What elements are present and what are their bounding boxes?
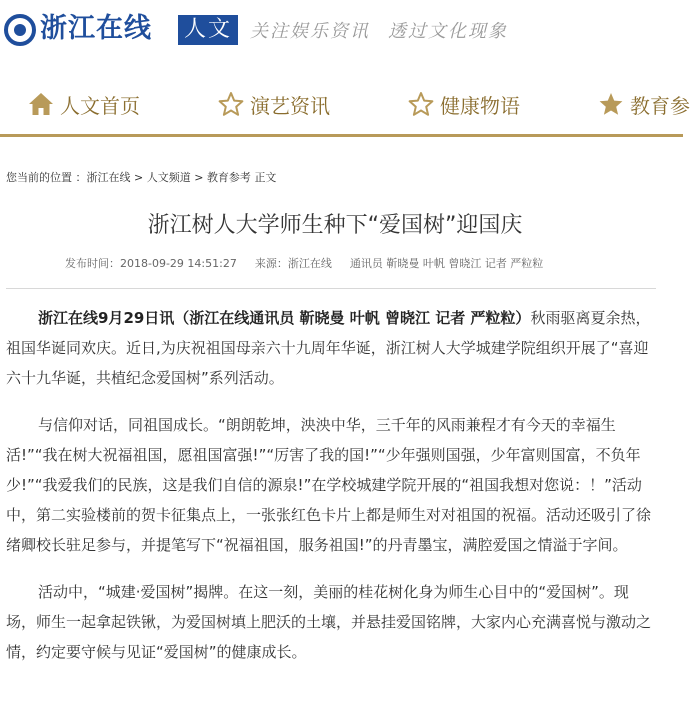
nav-item-education[interactable] (598, 86, 690, 122)
star-solid-icon (598, 91, 624, 117)
article-paragraph: 与信仰对话，同祖国成长。“朗朗乾坤，泱泱中华，三千年的风雨兼程才有今天的幸福生活!”“我在树大祝福祖国，愿祖国富强!”“厉害了我的国!”“少年强则国强，少年富则国富，不负年少!”“我爱我们的民族，这是我们自信的源泉!”在学校城建学院开展的“祖国我想对您说：！”活动中，第二实验楼前的贺卡征集点上，一张张红色卡片上都是师生对对祖国的祝福。活动还吸引了徐绪卿校长驻足参与，并提笔写下“祝福祖国，服务祖国!”的丹青墨宝，满腔爱国之情溢于字间。 (6, 416, 652, 554)
nav-item-label: 演艺资讯 (250, 93, 330, 118)
nav-item-label: 教育参 (630, 93, 690, 118)
title-divider (6, 288, 656, 289)
site-header (0, 0, 683, 62)
paragraph-text: 秋雨驱离夏余热，祖国华诞同欢庆。近日,为庆祝祖国母亲六十九周年华诞，浙江树人大学城建学院组织开展了“喜迎六十九华诞，共植纪念爱国树”系列活动。 (6, 309, 651, 387)
article-paragraph: 活动中，“城建·爱国树”揭牌。在这一刻，美丽的桂花树化身为师生心目中的“爱国树”。现场，师生一起拿起铁锹，为爱国树填上肥沃的土壤，并悬挂爱国铭牌，大家内心充满喜悦与激动之情，约定要守候与见证“爱国树”的健康成长。 (6, 583, 652, 661)
article-title: 浙江树人大学师生种下“爱国树”迎国庆 (147, 213, 523, 238)
breadcrumb-link[interactable]: 浙江在线 (86, 171, 131, 184)
article-body (6, 303, 658, 684)
nav-item-label: 健康物语 (440, 93, 520, 118)
main-nav (0, 72, 690, 138)
source-name: 浙江在线 (287, 257, 332, 270)
nav-item-health[interactable] (408, 86, 520, 122)
publish-label: 发布时间： (65, 257, 120, 270)
site-logo[interactable]: 浙江在线 (40, 13, 152, 44)
star-outline-icon (408, 91, 434, 117)
breadcrumb-link[interactable]: 人文频道 (146, 171, 191, 184)
breadcrumb: 您当前的位置 ：浙江在线 > 人文频道 > 教育参考 正文 (6, 171, 277, 184)
source-label: 来源： (254, 257, 288, 270)
nav-item-home[interactable] (28, 86, 140, 122)
home-icon (28, 91, 54, 117)
channel-badge[interactable]: 人文 (178, 15, 238, 45)
site-slogan (250, 20, 508, 44)
article-lead: 浙江在线9月29日讯（浙江在线通讯员 靳晓曼 叶帆 曾晓江 记者 严粒粒） (38, 309, 531, 327)
slogan-left: 关注娱乐资讯 (250, 21, 370, 42)
nav-divider (0, 134, 683, 137)
nav-item-label: 人文首页 (60, 93, 140, 118)
article-meta (65, 256, 543, 272)
article-paragraph (6, 303, 658, 393)
nav-item-entertainment[interactable] (218, 86, 330, 122)
star-outline-icon (218, 91, 244, 117)
slogan-right: 透过文化现象 (388, 21, 508, 42)
breadcrumb-current: 正文 (254, 171, 277, 184)
article-authors: 通讯员 靳晓曼 叶帆 曾晓江 记者 严粒粒 (349, 257, 544, 270)
breadcrumb-prefix: 您当前的位置 ： (6, 171, 87, 184)
breadcrumb-link[interactable]: 教育参考 (206, 171, 251, 184)
logo-circle-icon[interactable] (4, 14, 36, 46)
publish-time: 2018-09-29 14:51:27 (120, 257, 237, 270)
